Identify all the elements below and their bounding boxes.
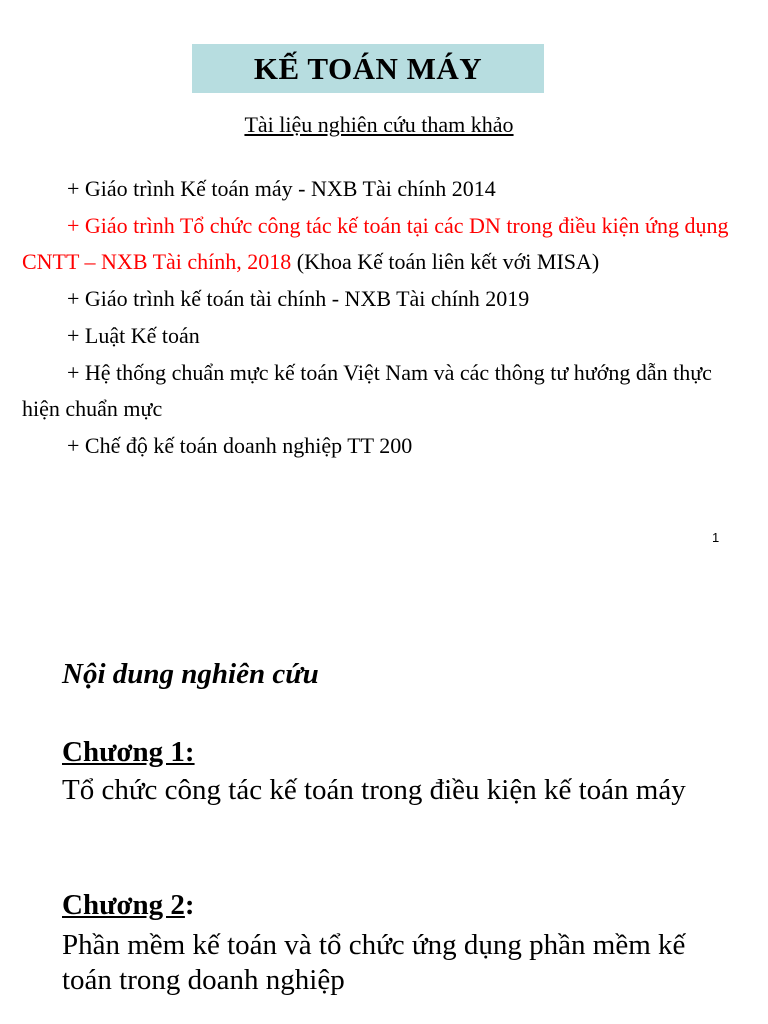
chapter-1-description: Tổ chức công tác kế toán trong điều kiện kế toán máy [62, 774, 686, 806]
reference-highlight-text: + Giáo trình Tổ chức công tác kế toán tại các DN trong điều kiện ứng dụng CNTT – NXB Tài chính, 2018 [22, 212, 729, 275]
chapter-2-colon: : [184, 889, 195, 921]
reference-item: + Giáo trình Kế toán máy - NXB Tài chính 2014 [67, 176, 496, 201]
reference-item: + Giáo trình kế toán tài chính - NXB Tài chính 2019 [67, 286, 530, 312]
title-banner [192, 44, 544, 93]
chapter-2-description: Phần mềm kế toán và tổ chức ứng dụng phần mềm kế toán trong doanh nghiệp [62, 929, 686, 996]
reference-note: (Khoa Kế toán liên kết với MISA) [291, 249, 600, 275]
reference-item: + Luật Kế toán [67, 322, 200, 348]
chapter-1-heading [62, 736, 195, 769]
chapter-1-label: Chương 1: [62, 736, 195, 768]
chapter-2-heading [62, 889, 195, 922]
chapter-2-label: Chương 2 [62, 889, 185, 921]
page-number: 1 [712, 530, 720, 545]
reference-item-highlighted [22, 208, 742, 281]
reference-item: + Chế độ kế toán doanh nghiệp TT 200 [67, 432, 413, 458]
references-subtitle: Tài liệu nghiên cứu tham khảo [244, 112, 514, 137]
reference-list [22, 171, 742, 465]
document-title: KẾ TOÁN MÁY [253, 50, 483, 86]
section-title: Nội dung nghiên cứu [62, 658, 319, 690]
reference-item: + Hệ thống chuẩn mực kế toán Việt Nam và các thông tư hướng dẫn thực hiện chuẩn mực [22, 359, 712, 422]
